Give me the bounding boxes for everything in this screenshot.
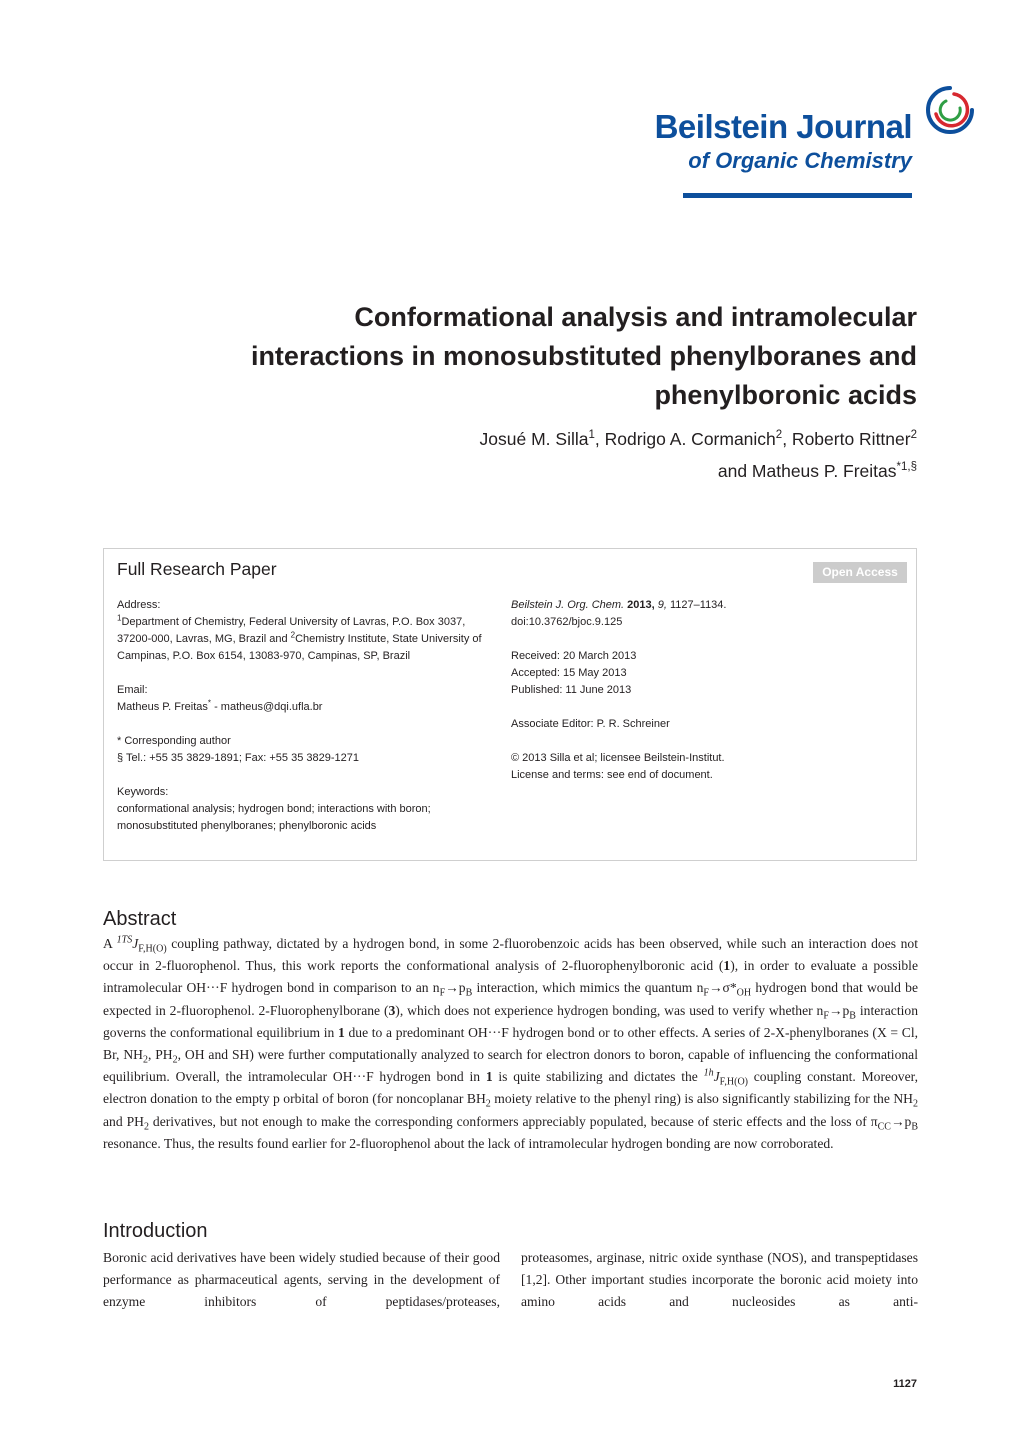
affiliation-mark: 2 bbox=[910, 429, 917, 442]
corresponding-mark: * bbox=[207, 698, 212, 708]
article-title: Conformational analysis and intramolecular interactions in monosubstituted phenylboranes and phenylboronic acids bbox=[250, 302, 917, 410]
email-name: Matheus P. Freitas bbox=[117, 701, 208, 713]
paper-type: Full Research Paper bbox=[117, 559, 277, 579]
affiliation-mark: 1 bbox=[588, 429, 595, 442]
email-label: Email: bbox=[117, 684, 148, 696]
email-line bbox=[117, 699, 497, 716]
accepted-date: Accepted: 15 May 2013 bbox=[511, 667, 627, 679]
keywords-label: Keywords: bbox=[117, 786, 169, 798]
page-number: 1127 bbox=[893, 1378, 917, 1390]
author-line-1 bbox=[197, 423, 917, 455]
abstract-text: A $^{1TS}J_{F,H(O)}$ coupling pathway, dictated by a hydrogen bond, in some 2-fluorobenzoic acids has been observed, while such an interaction does not occur in 2-fluorophenol. Thus, this work reports the conformational analysis of 2-fluorophenylboronic acid (1), in order to evaluate a possible intramolecular OH···F hydrogen bond in comparison to an $n_F\to p_B$ interaction, which mimics the quantum $n_F\to\sigma*_{OH}$ hydrogen bond that would be expected in 2-fluorophenol. 2-Fluorophenylborane (3), which does not experience hydrogen bonding, was used to verify whether $n_F\to p_B$ interaction governs the conformational equilibrium in 1 due to a predominant OH···F hydrogen bond or to other effects. A series of 2-X-phenylboranes (X = Cl, Br, $NH_2$, $PH_2$, OH and SH) were further computationally analyzed to search for electron donors to boron, capable of influencing the conformational equilibrium. Overall, the intramolecular OH···F hydrogen bond in 1 is quite stabilizing and dictates the $^{1h}J_{F,H(O)}$ coupling constant. Moreover, electron donation to the empty p orbital of boron (for noncoplanar $BH_2$ moiety relative to the phenyl ring) is also significantly stabilizing for the $NH_2$ and $PH_2$ derivatives, but not enough to make the corresponding conformers appreciably populated, because of steric effects and the loss of $\pi_{CC}\to p_B$ resonance. Thus, the results found earlier for 2-fluorophenol about the lack of intramolecular hydrogen bonding are now corroborated. bbox=[103, 934, 919, 1151]
masthead-rule bbox=[683, 193, 912, 198]
received-date: Received: 20 March 2013 bbox=[511, 650, 637, 662]
open-access-badge: Open Access bbox=[813, 562, 907, 583]
license-terms[interactable]: License and terms: see end of document. bbox=[511, 769, 713, 781]
citation bbox=[511, 597, 901, 614]
affiliation-mark: 2 bbox=[290, 630, 296, 640]
associate-editor: Associate Editor: P. R. Schreiner bbox=[511, 718, 670, 730]
author-name: and Matheus P. Freitas bbox=[717, 461, 897, 481]
introduction-left-column: Boronic acid derivatives have been widely studied because of their good performance as pharmaceutical agents, serving in the development of enzyme inhibitors of peptidases/proteases, bbox=[103, 1250, 500, 1310]
journal-subtitle: of Organic Chemistry bbox=[688, 148, 912, 173]
affiliation-mark: 1 bbox=[117, 613, 122, 623]
introduction-right-column: proteasomes, arginase, nitric oxide synthase (NOS), and transpeptidases [1,2]. Other important studies incorporate the boronic acid moiety into amino acids and nucleosides as anti- bbox=[521, 1250, 918, 1310]
author-name: , Rodrigo A. Cormanich bbox=[594, 429, 776, 449]
author-line-2 bbox=[197, 455, 917, 487]
affiliation-mark: *1,§ bbox=[896, 461, 917, 474]
copyright: © 2013 Silla et al; licensee Beilstein-Institut. bbox=[511, 752, 725, 764]
author-name: Josué M. Silla bbox=[479, 429, 589, 449]
info-left-column bbox=[117, 597, 497, 835]
email-address[interactable]: - matheus@dqi.ufla.br bbox=[211, 701, 323, 713]
affiliations bbox=[117, 614, 497, 665]
citation-year: 2013, bbox=[627, 599, 655, 611]
info-right-column bbox=[511, 597, 901, 784]
author-list bbox=[197, 423, 917, 487]
affiliation-1: Department of Chemistry, Federal University of Lavras, P.O. Box 3037, 37200-000, Lavras, MG, Brazil and bbox=[117, 616, 466, 645]
introduction-heading: Introduction bbox=[103, 1220, 208, 1242]
author-name: , Roberto Rittner bbox=[782, 429, 911, 449]
citation-journal: Beilstein J. Org. Chem. bbox=[511, 599, 625, 611]
phone-fax: § Tel.: +55 35 3829-1891; Fax: +55 35 3829-1271 bbox=[117, 752, 359, 764]
keywords: conformational analysis; hydrogen bond; interactions with boron; monosubstituted phenylboranes; phenylboronic acids bbox=[117, 803, 431, 832]
journal-name: Beilstein Journal bbox=[654, 108, 912, 145]
beilstein-ring-logo-icon bbox=[924, 84, 976, 136]
affiliation-mark: 2 bbox=[775, 429, 783, 442]
citation-volume: 9, bbox=[657, 599, 667, 611]
affiliation-2: Chemistry Institute, State University of Campinas, P.O. Box 6154, 13083-970, Campinas, SP, Brazil bbox=[117, 633, 482, 662]
abstract-heading: Abstract bbox=[103, 908, 177, 930]
doi[interactable]: doi:10.3762/bjoc.9.125 bbox=[511, 616, 623, 628]
address-label: Address: bbox=[117, 599, 161, 611]
corresponding-author-note: * Corresponding author bbox=[117, 735, 231, 747]
citation-pages: 1127–1134. bbox=[666, 599, 727, 611]
published-date: Published: 11 June 2013 bbox=[511, 684, 632, 696]
